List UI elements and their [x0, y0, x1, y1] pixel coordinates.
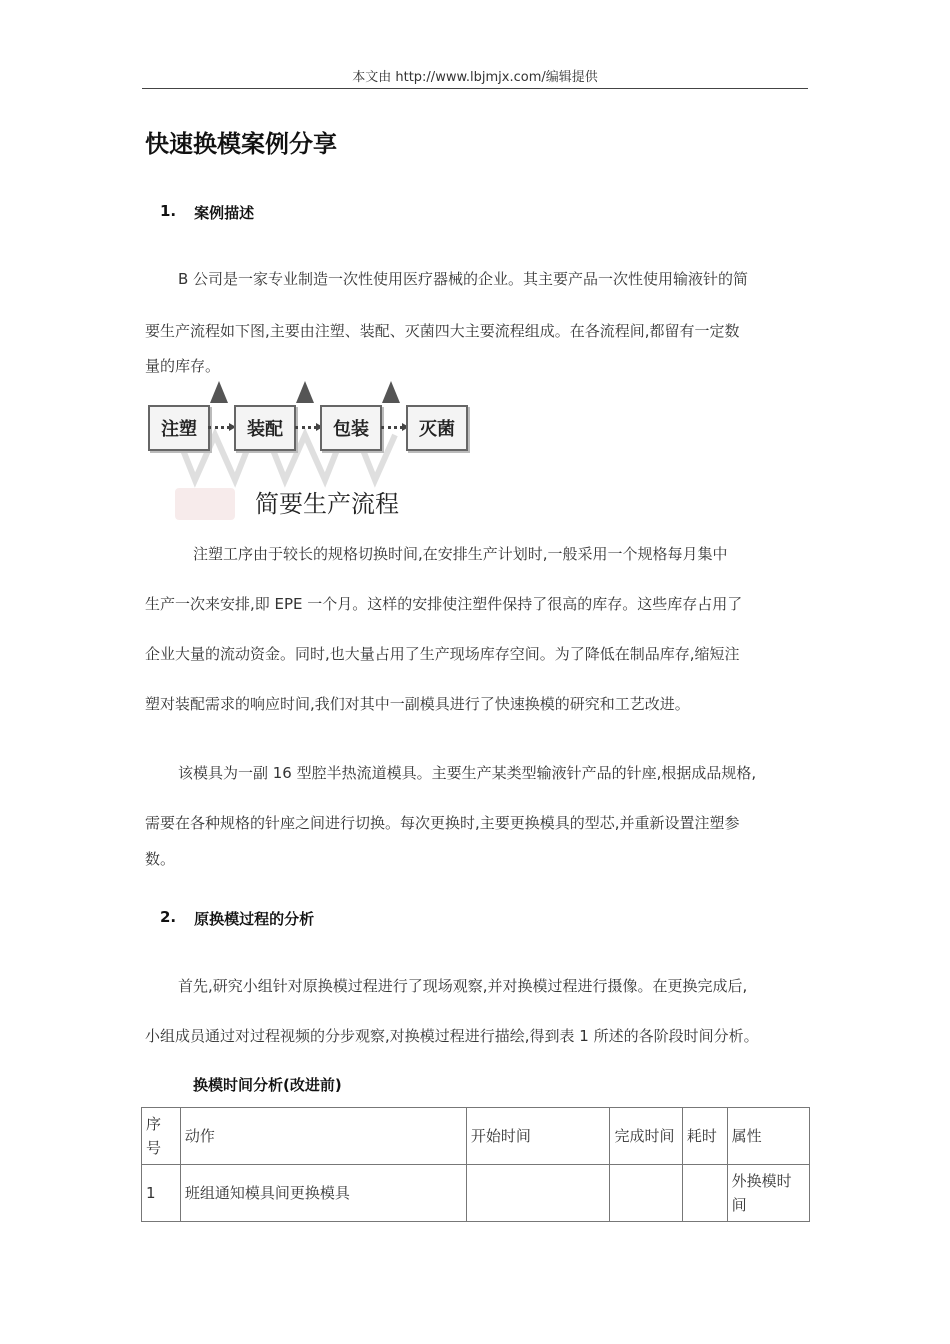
flow-caption: 简要生产流程: [255, 490, 399, 518]
section-2-heading: [160, 908, 314, 929]
table-row: [142, 1165, 810, 1222]
section-1-number: 1.: [160, 202, 177, 220]
paragraph-line: 数。: [145, 850, 176, 868]
paragraph-line: 该模具为一副 16 型腔半热流道模具。主要生产某类型输液针产品的针座,根据成品规格,: [178, 764, 757, 782]
flow-arrow: [381, 426, 403, 431]
flow-step-packaging: 包装: [320, 405, 382, 451]
section-1-heading: [160, 202, 254, 223]
section-1-paragraph-2: [145, 543, 810, 713]
table-cell: 1: [142, 1165, 181, 1222]
paragraph-line: 量的库存。: [145, 357, 221, 375]
section-2-title: 原换模过程的分析: [194, 910, 315, 928]
table-cell: [466, 1165, 610, 1222]
table-cell: 外换模时间: [727, 1165, 809, 1222]
paragraph-line: 首先,研究小组针对原换模过程进行了现场观察,并对换模过程进行摄像。在更换完成后,: [178, 977, 748, 995]
changeover-time-table: [141, 1107, 810, 1222]
table-header-cell: 动作: [180, 1108, 466, 1165]
section-1-paragraph-3: [145, 762, 810, 872]
paragraph-line: B 公司是一家专业制造一次性使用医疗器械的企业。其主要产品一次性使用输液针的简: [178, 270, 749, 288]
flow-arrow: [208, 426, 230, 431]
inventory-triangle-icon: [382, 381, 400, 403]
production-flow-diagram: [145, 380, 465, 520]
flow-arrow: [295, 426, 317, 431]
section-1-title: 案例描述: [194, 204, 255, 222]
section-2-paragraph-1: [145, 975, 810, 1045]
table-header-row: [142, 1108, 810, 1165]
document-title: 快速换模案例分享: [145, 130, 337, 158]
table-caption: 换模时间分析(改进前): [193, 1076, 342, 1094]
table-cell: [610, 1165, 682, 1222]
paragraph-line: 注塑工序由于较长的规格切换时间,在安排生产计划时,一般采用一个规格每月集中: [193, 545, 728, 563]
page-header-source: 本文由 http://www.lbjmjx.com/编辑提供: [352, 70, 598, 85]
table-cell: [682, 1165, 727, 1222]
table-header-cell: 开始时间: [466, 1108, 610, 1165]
table-header-cell: 耗时: [682, 1108, 727, 1165]
paragraph-line: 塑对装配需求的响应时间,我们对其中一副模具进行了快速换模的研究和工艺改进。: [145, 695, 690, 713]
paragraph-line: 小组成员通过对过程视频的分步观察,对换模过程进行描绘,得到表 1 所述的各阶段时间分析。: [145, 1027, 759, 1045]
flow-step-injection: 注塑: [148, 405, 210, 451]
section-2-number: 2.: [160, 908, 177, 926]
paragraph-line: 生产一次来安排,即 EPE 一个月。这样的安排使注塑件保持了很高的库存。这些库存占用了: [145, 595, 743, 613]
table-header-cell: 完成时间: [610, 1108, 682, 1165]
table-cell: 班组通知模具间更换模具: [180, 1165, 466, 1222]
header-divider: [142, 88, 808, 89]
inventory-triangle-icon: [296, 381, 314, 403]
paragraph-line: 要生产流程如下图,主要由注塑、装配、灭菌四大主要流程组成。在各流程间,都留有一定数: [145, 322, 740, 340]
paragraph-line: 企业大量的流动资金。同时,也大量占用了生产现场库存空间。为了降低在制品库存,缩短注: [145, 645, 740, 663]
flow-step-assembly: 装配: [234, 405, 296, 451]
flow-step-sterilization: 灭菌: [406, 405, 468, 451]
section-1-paragraph-1: [145, 268, 810, 378]
paragraph-line: 需要在各种规格的针座之间进行切换。每次更换时,主要更换模具的型芯,并重新设置注塑参: [145, 814, 740, 832]
table-header-cell: 属性: [727, 1108, 809, 1165]
inventory-triangle-icon: [210, 381, 228, 403]
blurred-mark: [175, 488, 235, 520]
table-header-cell: 序号: [142, 1108, 181, 1165]
